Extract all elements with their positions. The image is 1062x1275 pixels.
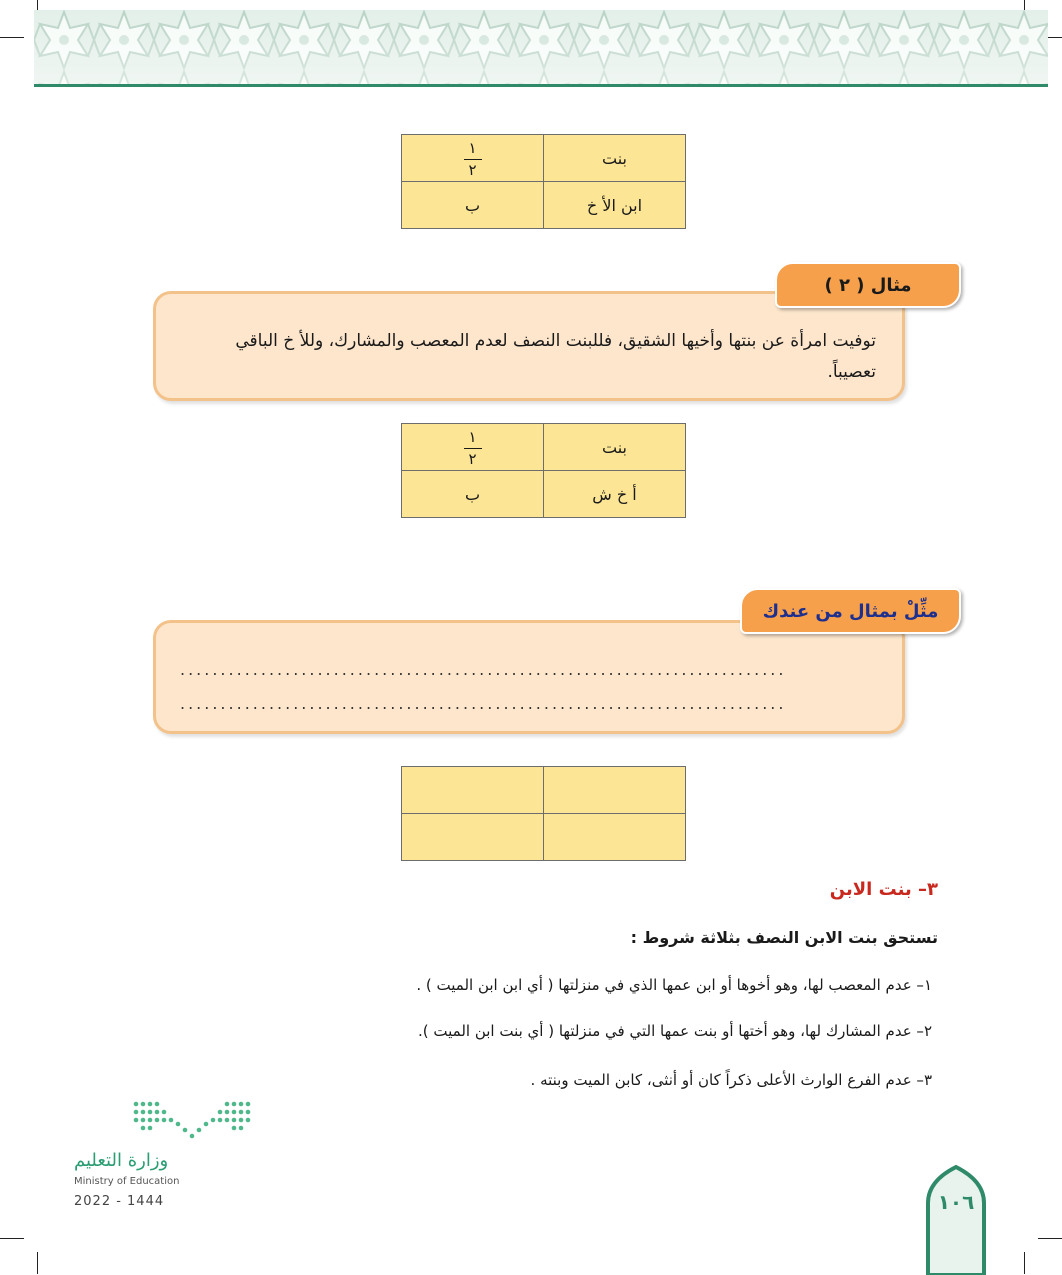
header-pattern-banner (34, 10, 1048, 87)
fraction-denominator: ٢ (468, 450, 477, 469)
heir-cell[interactable] (544, 767, 686, 814)
condition-item: ٣– عدم الفرع الوارث الأعلى ذكراً كان أو أنثى، كابن الميت وبنته . (530, 1071, 932, 1089)
page-number-tab (924, 1163, 988, 1275)
empty-exercise-table (401, 766, 686, 861)
crop-mark (0, 37, 24, 38)
fraction-numerator: ١ (468, 138, 477, 157)
table-row (402, 182, 686, 229)
heir-cell[interactable] (544, 814, 686, 861)
share-cell (402, 135, 544, 182)
crop-mark (1024, 1252, 1025, 1274)
crop-mark (37, 1252, 38, 1274)
heir-cell: ابن الأ خ (544, 182, 686, 229)
share-cell: ب (402, 471, 544, 518)
heir-cell: بنت (544, 424, 686, 471)
table-row (402, 471, 686, 518)
answer-line-2[interactable]: ........................................................................... (180, 694, 787, 713)
ministry-logo-icon (128, 1098, 258, 1144)
heir-cell: بنت (544, 135, 686, 182)
condition-item: ١– عدم المعصب لها، وهو أخوها أو ابن عمها الذي في منزلتها ( أي ابن ابن الميت ) . (416, 976, 932, 994)
inheritance-table-2 (401, 423, 686, 518)
heir-cell: أ خ ش (544, 471, 686, 518)
example-2-tag: مثال ( ٢ ) (775, 262, 961, 308)
ministry-name-arabic: وزارة التعليم (74, 1150, 169, 1171)
fraction-denominator: ٢ (468, 161, 477, 180)
inheritance-table-1 (401, 134, 686, 229)
fraction-bar (464, 159, 482, 161)
fraction-bar (464, 448, 482, 450)
table-row (402, 424, 686, 471)
fraction-numerator: ١ (468, 427, 477, 446)
table-row (402, 814, 686, 861)
share-cell[interactable] (402, 767, 544, 814)
answer-line-1[interactable]: ........................................................................... (180, 660, 787, 679)
share-cell[interactable] (402, 814, 544, 861)
table-row (402, 135, 686, 182)
crop-mark (1038, 1238, 1062, 1239)
crop-mark (0, 1238, 24, 1239)
own-example-tag: مثِّلْ بمثال من عندك (740, 588, 961, 634)
condition-item: ٢– عدم المشارك لها، وهو أختها أو بنت عمها التي في منزلتها ( أي بنت ابن الميت ). (418, 1022, 932, 1040)
section-3-heading: ٣– بنت الابن (829, 879, 938, 900)
ministry-name-english: Ministry of Education (74, 1176, 180, 1187)
fraction (464, 427, 482, 469)
page-number: ١٠٦ (937, 1190, 975, 1214)
table-row (402, 767, 686, 814)
ministry-year: 2022 - 1444 (74, 1194, 165, 1209)
share-cell (402, 424, 544, 471)
example-2-text: توفيت امرأة عن بنتها وأخيها الشقيق، فللبنت النصف لعدم المعصب والمشارك، وللأ خ الباقي تعصيباً. (235, 331, 876, 382)
conditions-title: تستحق بنت الابن النصف بثلاثة شروط : (630, 928, 938, 947)
share-cell: ب (402, 182, 544, 229)
fraction (464, 138, 482, 180)
